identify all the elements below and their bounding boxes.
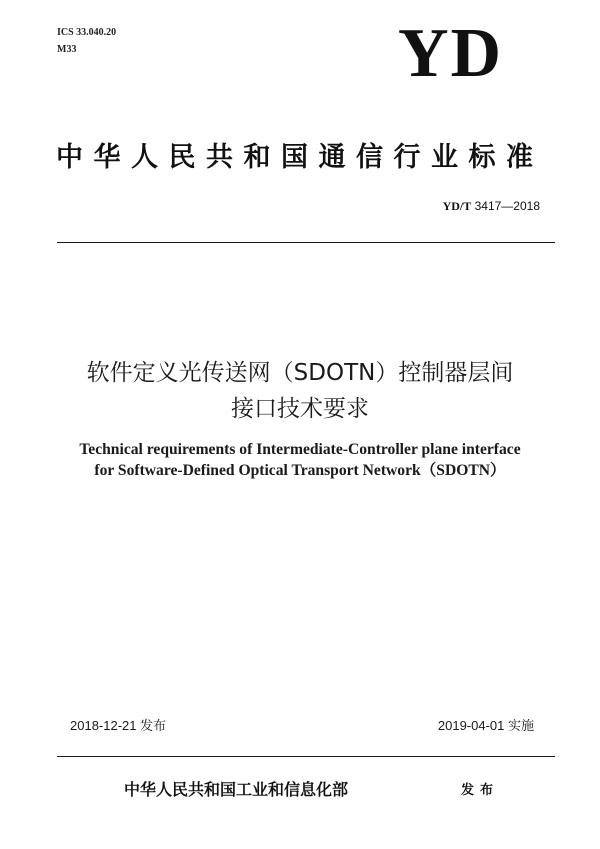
chinese-title-line-2: 接口技术要求 (231, 396, 369, 422)
yd-logo: YD (398, 15, 504, 92)
standard-category-name: 中华人民共和国通信行业标准 (56, 142, 544, 173)
issue-action: 发布 (461, 783, 500, 798)
chinese-title-line-1: 软件定义光传送网（SDOTN）控制器层间 (86, 360, 514, 386)
ics-code: ICS 33.040.20 (57, 27, 117, 38)
issuing-authority: 中华人民共和国工业和信息化部 (124, 780, 349, 799)
english-title-line-2: for Software-Defined Optical Transport Network（SDOTN） (94, 462, 506, 479)
standard-number-value: 3417—2018 (474, 199, 540, 213)
classification-codes (57, 24, 116, 58)
ccs-code: M33 (57, 44, 77, 55)
chinese-title (30, 355, 570, 427)
standard-number-prefix: YD/T (442, 199, 472, 213)
publish-date: 2018-12-21 发布 (70, 718, 167, 733)
english-title (30, 439, 570, 481)
standard-number (400, 198, 540, 214)
bottom-divider (57, 756, 555, 757)
implement-date: 2019-04-01 实施 (437, 718, 534, 733)
top-divider (57, 242, 555, 243)
english-title-line-1: Technical requirements of Intermediate-Controller plane interface (79, 441, 521, 458)
